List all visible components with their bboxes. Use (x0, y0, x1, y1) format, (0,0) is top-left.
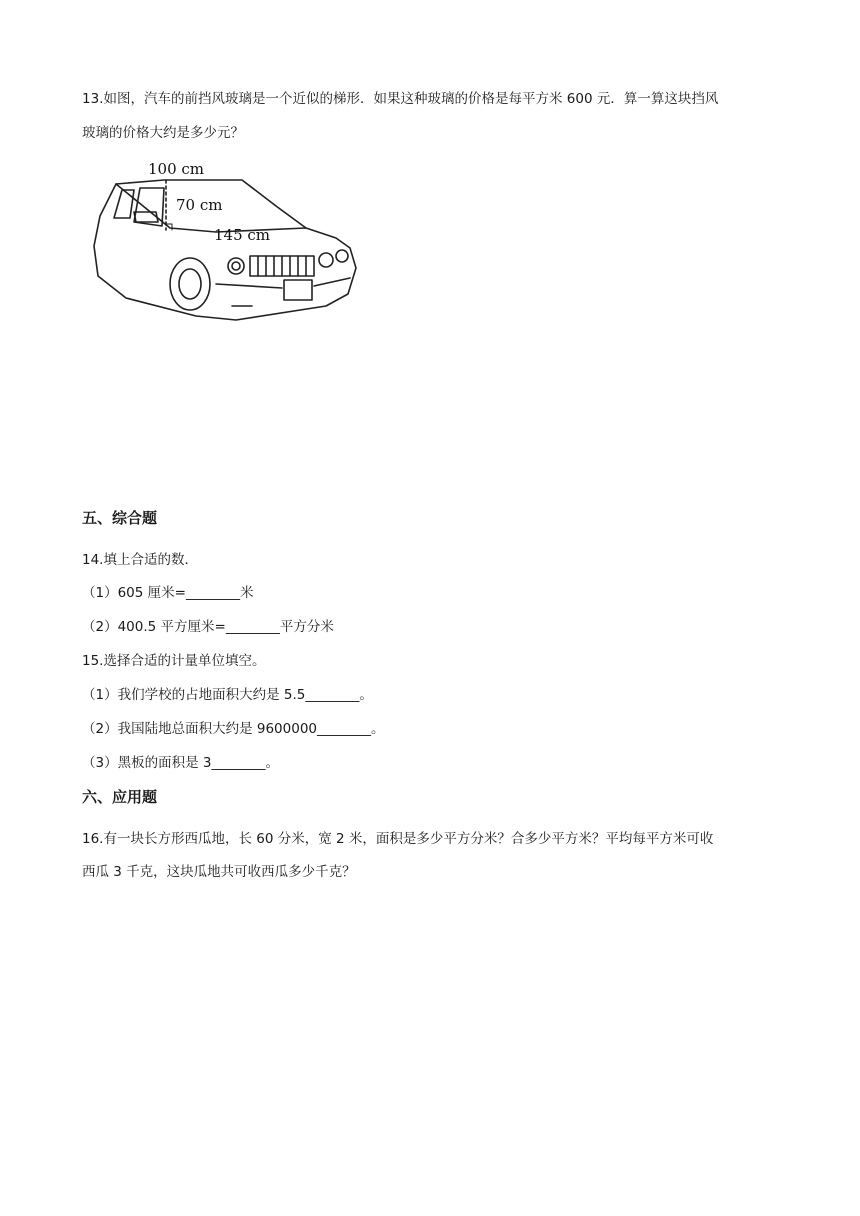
car-headlight-left-outer (228, 258, 244, 274)
car-body-outline (94, 184, 356, 320)
section-6-title: 六、应用题 (82, 788, 158, 806)
car-rear-window (114, 190, 134, 218)
car-headlight-left-inner (232, 262, 240, 270)
q15-item-1: （1）我们学校的占地面积大约是 5.5________。 (82, 687, 373, 703)
q15-item-2: （2）我国陆地总面积大约是 9600000________。 (82, 721, 385, 737)
figure-bottom-label: 145 cm (214, 226, 271, 244)
q16-text-line2: 西瓜 3 千克，这块瓜地共可收西瓜多少千克？ (82, 864, 356, 880)
car-windshield-figure (86, 156, 362, 328)
q14-stem: 14.填上合适的数． (82, 552, 198, 568)
car-mirror (134, 212, 158, 222)
figure-top-label: 100 cm (148, 160, 205, 178)
q13-text-line2: 玻璃的价格大约是多少元？ (82, 125, 244, 141)
q15-stem: 15.选择合适的计量单位填空。 (82, 653, 266, 669)
car-license-plate (284, 280, 312, 300)
q14-item-2: （2）400.5 平方厘米=________平方分米 (82, 619, 334, 635)
figure-height-label: 70 cm (176, 196, 223, 214)
q15-item-3: （3）黑板的面积是 3________。 (82, 755, 279, 771)
q13-text-line1: 13.如图，汽车的前挡风玻璃是一个近似的梯形．如果这种玻璃的价格是每平方米 600 元．算一算这块挡风 (82, 91, 719, 107)
q14-item-1: （1）605 厘米=________米 (82, 585, 254, 601)
q16-text-line1: 16.有一块长方形西瓜地，长 60 分米，宽 2 米，面积是多少平方分米？合多少平方米？平均每平方米可收 (82, 831, 714, 847)
car-headlight-right-outer (319, 253, 333, 267)
car-wheel (170, 258, 210, 310)
car-wheel-hub (179, 269, 201, 299)
car-headlight-right-inner (336, 250, 348, 262)
section-5-title: 五、综合题 (82, 509, 158, 527)
